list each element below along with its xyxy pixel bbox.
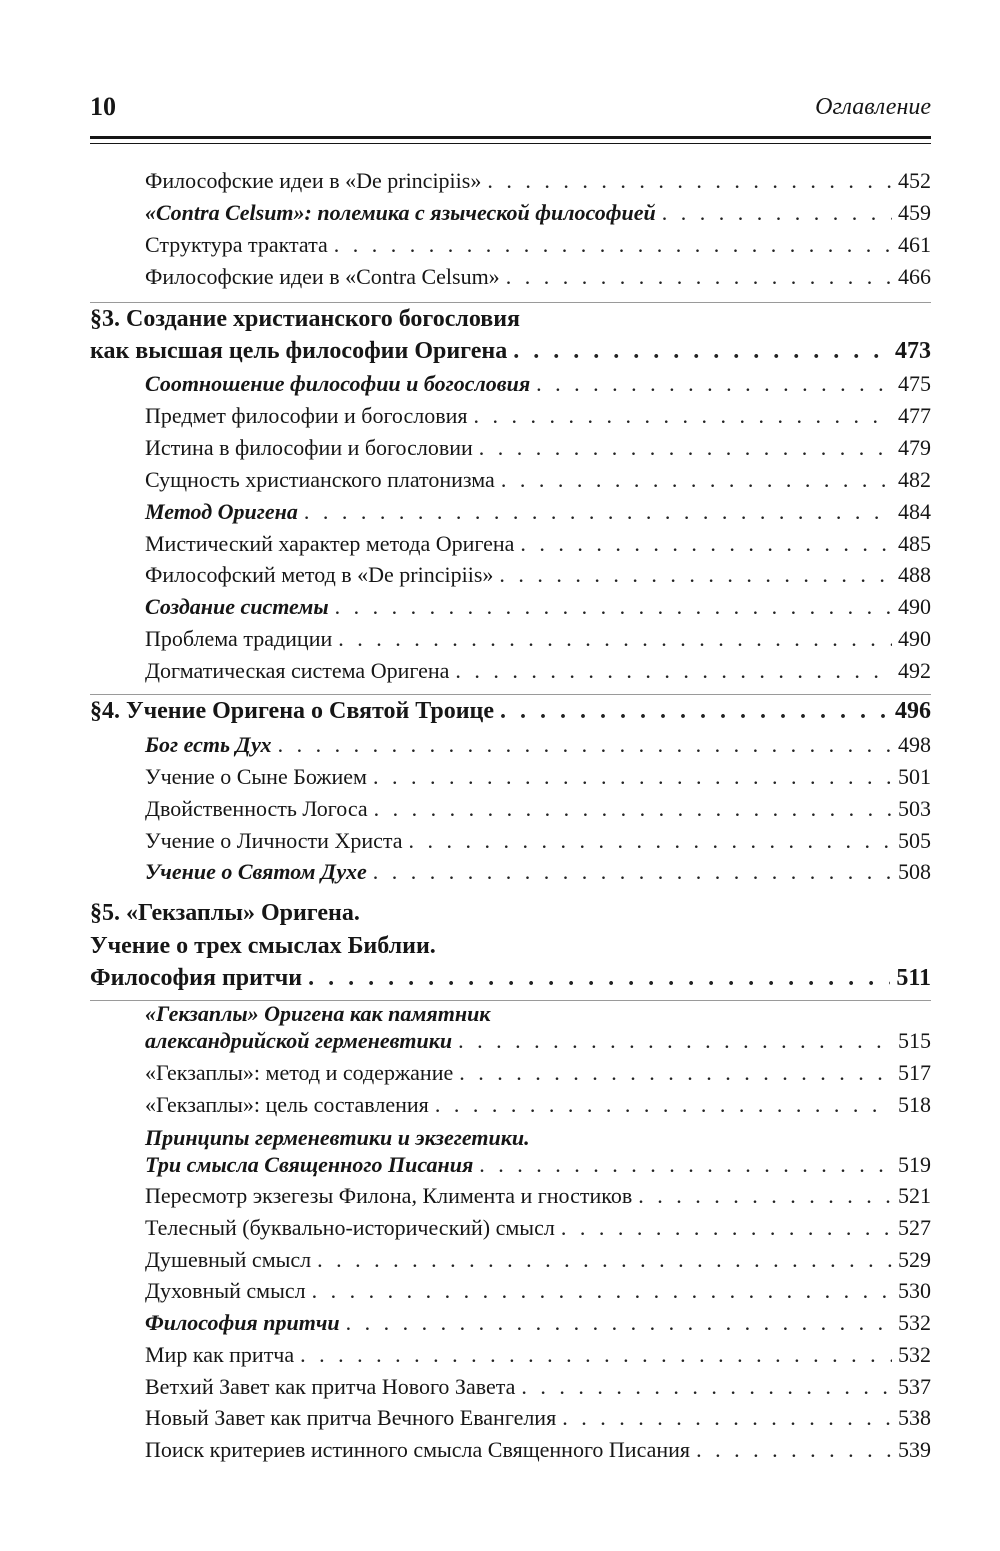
toc-entry-title: Соотношение философии и богословия: [145, 371, 531, 396]
toc-entry: [145, 828, 931, 860]
leader-dots: [435, 1092, 892, 1118]
toc-entry-page: 488: [898, 562, 931, 587]
toc-entry-page: 501: [898, 764, 931, 789]
header-rule-thick: [90, 136, 931, 139]
page-number: 10: [90, 92, 116, 121]
toc-entry-title: Духовный смысл: [145, 1278, 306, 1303]
toc-section-entry: [90, 338, 931, 372]
leader-dots: [455, 658, 892, 684]
toc-entry-title: Философские идеи в «Contra Celsum»: [145, 264, 500, 289]
toc-entry: [145, 232, 931, 264]
leader-dots: [278, 732, 892, 758]
leader-dots: [506, 264, 892, 290]
leader-dots: [536, 371, 892, 397]
toc-entry: [145, 264, 931, 296]
toc-entry-title: Создание системы: [145, 594, 329, 619]
leader-dots: [409, 828, 892, 854]
toc-entry-page: 459: [898, 200, 931, 225]
toc-entry-title: Метод Оригена: [145, 499, 298, 524]
toc-entry-title: Три смысла Священного Писания: [145, 1152, 474, 1177]
toc-entry-title: «Гекзаплы» Оригена как памятник: [145, 1001, 491, 1026]
toc-entry-page: 490: [898, 626, 931, 651]
leader-dots: [346, 1310, 892, 1336]
toc-entry-title: §5. «Гекзаплы» Оригена.: [90, 900, 360, 926]
toc-entry: [145, 594, 931, 626]
toc-entry-page: 498: [898, 732, 931, 757]
leader-dots: [561, 1215, 892, 1241]
toc-entry: [145, 467, 931, 499]
toc-entry: [145, 1060, 931, 1092]
toc-entry-page: 537: [898, 1374, 931, 1399]
toc-entry-title: Мистический характер метода Оригена: [145, 531, 515, 556]
toc-entry-page: 492: [898, 658, 931, 683]
toc-entry-title: Учение о Сыне Божием: [145, 764, 367, 789]
toc-entry: [145, 435, 931, 467]
toc-entry-title: Проблема традиции: [145, 626, 333, 651]
toc-entry-page: 490: [898, 594, 931, 619]
toc-entry-title: Философские идеи в «De principiis»: [145, 168, 482, 193]
leader-dots: [312, 1278, 892, 1304]
leader-dots: [373, 764, 892, 790]
toc-entry-title: «Гекзаплы»: цель составления: [145, 1092, 429, 1117]
toc-entry: [145, 403, 931, 435]
leader-dots: [300, 1342, 892, 1368]
toc-section-entry: [90, 965, 931, 999]
toc-entry: [145, 626, 931, 658]
toc-entry: [145, 1247, 931, 1279]
toc-entry-title: §4. Учение Оригена о Святой Троице: [90, 698, 495, 724]
toc-entry-title: как высшая цель философии Оригена: [90, 338, 508, 364]
leader-dots: [513, 338, 889, 365]
toc-entry-title: Бог есть Дух: [145, 732, 272, 757]
toc-entry-title: Поиск критериев истинного смысла Священного Писания: [145, 1437, 691, 1462]
section-divider: [90, 302, 931, 303]
leader-dots: [374, 796, 892, 822]
toc-entry: [145, 1183, 931, 1215]
leader-dots: [479, 1152, 892, 1178]
toc-entry-title: Сущность христианского платонизма: [145, 467, 495, 492]
toc-entry-page: 539: [898, 1437, 931, 1462]
toc-entry-page: 503: [898, 796, 931, 821]
toc-entry: [145, 1342, 931, 1374]
leader-dots: [338, 626, 892, 652]
leader-dots: [562, 1405, 892, 1431]
leader-dots: [458, 1028, 892, 1054]
toc-entry-page: 538: [898, 1405, 931, 1430]
toc-entry: [145, 562, 931, 594]
toc-entry-page: 508: [898, 859, 931, 884]
running-title: Оглавление: [815, 94, 931, 120]
toc-entry-page: 475: [898, 371, 931, 396]
toc-entry: [145, 371, 931, 403]
leader-dots: [308, 965, 890, 992]
leader-dots: [317, 1247, 892, 1273]
leader-dots: [459, 1060, 892, 1086]
leader-dots: [334, 232, 892, 258]
toc-entry-title: Учение о Святом Духе: [145, 859, 367, 884]
toc-entry-title: Двойственность Логоса: [145, 796, 368, 821]
toc-entry-title: Пересмотр экзегезы Филона, Климента и гностиков: [145, 1183, 633, 1208]
toc-entry-title: Учение о трех смыслах Библии.: [90, 933, 436, 959]
toc-section-entry: [90, 698, 931, 732]
toc-entry-title: Душевный смысл: [145, 1247, 312, 1272]
toc-entry: [145, 1310, 931, 1342]
toc-entry-page: 530: [898, 1278, 931, 1303]
toc-entry-title: §3. Создание христианского богословия: [90, 306, 521, 332]
toc-entry: [145, 1092, 931, 1124]
leader-dots: [487, 168, 892, 194]
toc-entry-page: 518: [898, 1092, 931, 1117]
toc-entry: [145, 1278, 931, 1310]
toc-entry: [145, 499, 931, 531]
leader-dots: [500, 698, 889, 725]
toc-entry: [145, 1437, 931, 1469]
toc-section-heading: [90, 933, 931, 967]
leader-dots: [373, 859, 892, 885]
leader-dots: [304, 499, 892, 525]
header-rule-thin: [90, 143, 931, 144]
toc-entry-title: Ветхий Завет как притча Нового Завета: [145, 1374, 516, 1399]
toc-entry-title: Мир как притча: [145, 1342, 295, 1367]
toc-entry-page: 517: [898, 1060, 931, 1085]
toc-entry-page: 527: [898, 1215, 931, 1240]
toc-entry-page: 496: [895, 698, 931, 724]
toc-entry: [145, 168, 931, 200]
toc-entry: [145, 658, 931, 690]
leader-dots: [696, 1437, 892, 1463]
leader-dots: [501, 467, 892, 493]
toc-entry: [145, 1215, 931, 1247]
toc-entry-page: 485: [898, 531, 931, 556]
toc-entry: [145, 764, 931, 796]
toc-entry-page: 466: [898, 264, 931, 289]
toc-entry: [145, 1028, 931, 1060]
toc-entry: [145, 1152, 931, 1184]
section-divider: [90, 694, 931, 695]
leader-dots: [521, 1374, 892, 1400]
toc-entry-title: Философия притчи: [90, 965, 303, 991]
toc-entry-page: 511: [896, 965, 931, 991]
toc-entry: [145, 796, 931, 828]
toc-entry-title: Философия притчи: [145, 1310, 340, 1335]
toc-entry-title: Истина в философии и богословии: [145, 435, 473, 460]
toc-entry-page: 521: [898, 1183, 931, 1208]
leader-dots: [474, 403, 893, 429]
toc-entry-title: Принципы герменевтики и экзегетики.: [145, 1125, 530, 1150]
toc-entry-page: 452: [898, 168, 931, 193]
toc-entry-title: Догматическая система Оригена: [145, 658, 450, 683]
toc-section-heading: [90, 306, 931, 340]
toc-entry: [145, 732, 931, 764]
leader-dots: [479, 435, 892, 461]
toc-entry-page: 484: [898, 499, 931, 524]
toc-entry: [145, 531, 931, 563]
toc-entry-page: 505: [898, 828, 931, 853]
toc-entry-title: Учение о Личности Христа: [145, 828, 403, 853]
toc-entry: [145, 1405, 931, 1437]
leader-dots: [520, 531, 892, 557]
toc-entry-page: 482: [898, 467, 931, 492]
toc-entry-title: «Гекзаплы»: метод и содержание: [145, 1060, 454, 1085]
toc-entry-page: 529: [898, 1247, 931, 1272]
page-header: [90, 88, 931, 132]
toc-entry-page: 473: [895, 338, 931, 364]
toc-entry-page: 477: [898, 403, 931, 428]
toc-entry-page: 532: [898, 1342, 931, 1367]
toc-section-heading: [90, 900, 931, 934]
toc-entry: [145, 859, 931, 891]
toc-entry-page: 461: [898, 232, 931, 257]
leader-dots: [335, 594, 892, 620]
toc-entry-title: Новый Завет как притча Вечного Евангелия: [145, 1405, 557, 1430]
toc-entry-title: александрийской герменевтики: [145, 1028, 453, 1053]
toc-entry-title: Предмет философии и богословия: [145, 403, 468, 428]
toc-entry-title: Философский метод в «De principiis»: [145, 562, 494, 587]
leader-dots: [638, 1183, 892, 1209]
toc-entry-page: 515: [898, 1028, 931, 1053]
toc-entry-title: Структура трактата: [145, 232, 328, 257]
toc-entry-page: 479: [898, 435, 931, 460]
leader-dots: [662, 200, 892, 226]
toc-entry-title: Телесный (буквально-исторический) смысл: [145, 1215, 555, 1240]
toc-entry-page: 519: [898, 1152, 931, 1177]
toc-entry-title: «Contra Celsum»: полемика с языческой философией: [145, 200, 656, 225]
leader-dots: [499, 562, 892, 588]
toc-entry-page: 532: [898, 1310, 931, 1335]
toc-entry: [145, 1374, 931, 1406]
toc-entry: [145, 200, 931, 232]
